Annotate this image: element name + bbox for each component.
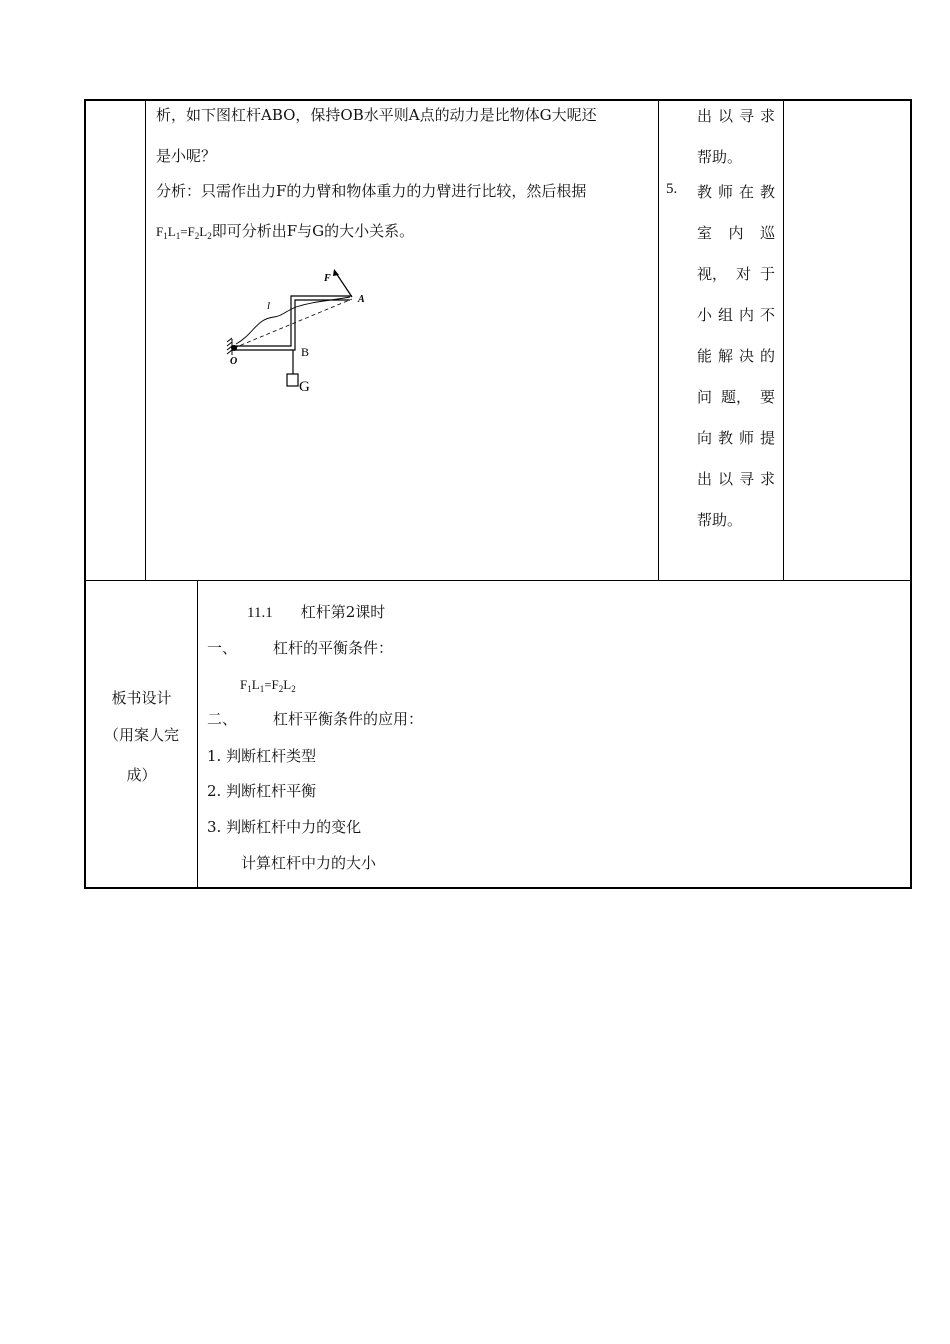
col-divider-board [197, 580, 198, 888]
label-g: G [299, 379, 310, 395]
teacher-line-1: 出 以 寻 求 [697, 107, 775, 125]
teacher-line-5: 视， 对 于 [697, 265, 775, 283]
teacher-line-4: 室 内 巡 [697, 224, 775, 242]
teacher-line-3: 教 师 在 教 [697, 183, 775, 201]
analysis-line-2: $F_1L_1=F_2L_2$即可分析出F与G的大小关系。 [156, 222, 415, 241]
label-b: B [301, 345, 310, 359]
question-line-2: 是小呢？ [156, 147, 217, 165]
label-o: O [230, 356, 238, 367]
board-design-label-2: （用案人完 [103, 726, 179, 744]
board-design-label-1: 板书设计 [111, 689, 172, 707]
teacher-line-11: 帮助。 [697, 511, 743, 529]
board-item-1: 1. 判断杠杆类型 [207, 747, 317, 765]
lever-arm-curve [236, 297, 350, 344]
board-design-label-3: 成） [126, 766, 157, 784]
table-border-right [910, 99, 912, 889]
board-item-4: 计算杠杆中力的大小 [241, 854, 377, 872]
section-1-heading: 一、 杠杆的平衡条件： [207, 639, 394, 657]
col-divider-2 [658, 99, 659, 581]
board-item-2: 2. 判断杠杆平衡 [207, 782, 317, 800]
col-divider-1 [145, 99, 146, 581]
dashed-line-oa [234, 299, 352, 348]
table-border-bottom [84, 887, 912, 889]
question-line-1: 析，如下图杠杆ABO，保持OB水平则A点的动力是比物体G大呢还 [156, 106, 597, 124]
wall-hatch [227, 338, 232, 355]
section-2-heading: 二、 杠杆平衡条件的应用： [207, 710, 424, 728]
teacher-line-10: 出 以 寻 求 [697, 470, 775, 488]
weight-g [287, 374, 298, 386]
analysis-line-1: 分析：只需作出力F的力臂和物体重力的力臂进行比较，然后根据 [156, 182, 587, 200]
board-item-3: 3. 判断杠杆中力的变化 [207, 818, 362, 836]
row-divider [84, 580, 912, 581]
board-formula: $F_1L_1=F_2L_2$ [240, 677, 296, 694]
lesson-table [84, 99, 912, 889]
lever-diagram [224, 239, 374, 399]
lever-body [234, 296, 352, 350]
teacher-line-7: 能 解 决 的 [697, 347, 775, 365]
force-arrow-line [336, 273, 352, 297]
label-l: l [267, 300, 271, 312]
teacher-item-number: 5. [666, 181, 678, 197]
teacher-line-2: 帮助。 [697, 148, 743, 166]
formula: $F_1L_1=F_2L_2$ [156, 224, 212, 241]
teacher-line-9: 向 教 师 提 [697, 429, 775, 447]
force-arrow-head [333, 269, 339, 276]
board-title: 11.1 杠杆第2课时 [247, 603, 386, 621]
table-border-top [84, 99, 912, 101]
teacher-line-8: 问 题， 要 [697, 388, 775, 406]
teacher-line-6: 小 组 内 不 [697, 306, 775, 324]
label-f: F [324, 273, 331, 284]
col-divider-3 [783, 99, 784, 581]
label-a: A [358, 294, 365, 305]
